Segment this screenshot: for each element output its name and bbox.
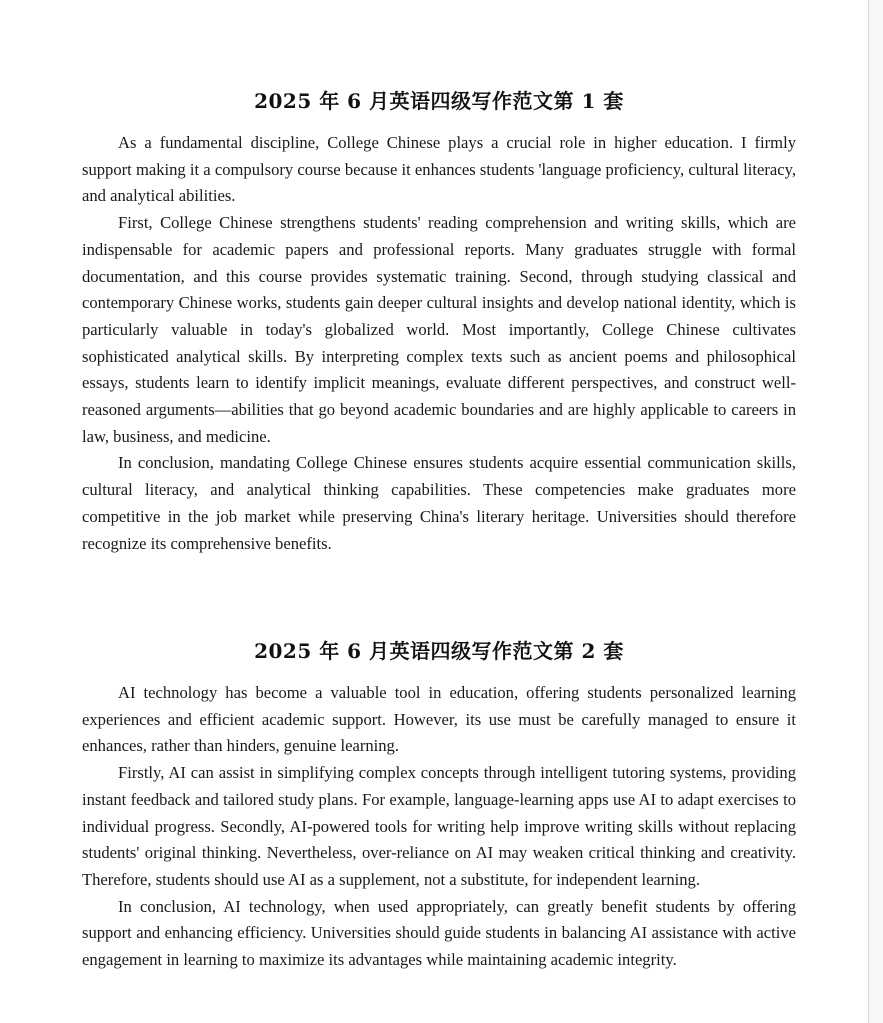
essay-1: [82, 84, 796, 557]
essay-2-paragraph-1: AI technology has become a valuable tool in education, offering students personalized learning experiences and efficient academic support. However, its use must be carefully managed to ensure it enhances, rather than hinders, genuine learning.: [82, 683, 796, 756]
essay-1-paragraph-1: As a fundamental discipline, College Chinese plays a crucial role in higher education. I firmly support making it a compulsory course because it enhances students 'language proficiency, cultural literacy, and analytical abilities.: [82, 133, 796, 206]
essay-1-paragraph-3: In conclusion, mandating College Chinese ensures students acquire essential communication skills, cultural literacy, and analytical thinking capabilities. These competencies make graduates more competitive in the job market while preserving China's literary heritage. Universities should therefore recognize its comprehensive benefits.: [82, 453, 796, 553]
essay-2-paragraph-2: Firstly, AI can assist in simplifying complex concepts through intelligent tutoring systems, providing instant feedback and tailored study plans. For example, language-learning apps use AI to adapt exercises to individual progress. Secondly, AI-powered tools for writing help improve writing skills without replacing students' original thinking. Nevertheless, over-reliance on AI may weaken critical thinking and creativity. Therefore, students should use AI as a supplement, not a substitute, for independent learning.: [82, 763, 796, 889]
page-edge-gutter: [869, 0, 883, 1023]
essay-2: [82, 634, 796, 974]
essay-1-title: 2025 年 6 月英语四级写作范文第 1 套: [254, 89, 624, 113]
essay-2-paragraph-3: In conclusion, AI technology, when used appropriately, can greatly benefit students by offering support and enhancing efficiency. Universities should guide students in balancing AI assistance with active engagement in learning to maximize its advantages while maintaining academic integrity.: [82, 896, 796, 970]
essay-2-title: 2025 年 6 月英语四级写作范文第 2 套: [254, 639, 624, 663]
essay-1-paragraph-2: First, College Chinese strengthens students' reading comprehension and writing skills, which are indispensable for academic papers and professional reports. Many graduates struggle with formal documentation, and this course provides systematic training. Second, through studying classical and contemporary Chinese works, students gain deeper cultural insights and develop national identity, which is particularly valuable in today's globalized world. Most importantly, College Chinese cultivates sophisticated analytical skills. By interpreting complex texts such as ancient poems and philosophical essays, students learn to identify implicit meanings, evaluate different perspectives, and construct well-reasoned arguments—abilities that go beyond academic boundaries and are highly applicable to careers in law, business, and medicine.: [82, 213, 796, 446]
